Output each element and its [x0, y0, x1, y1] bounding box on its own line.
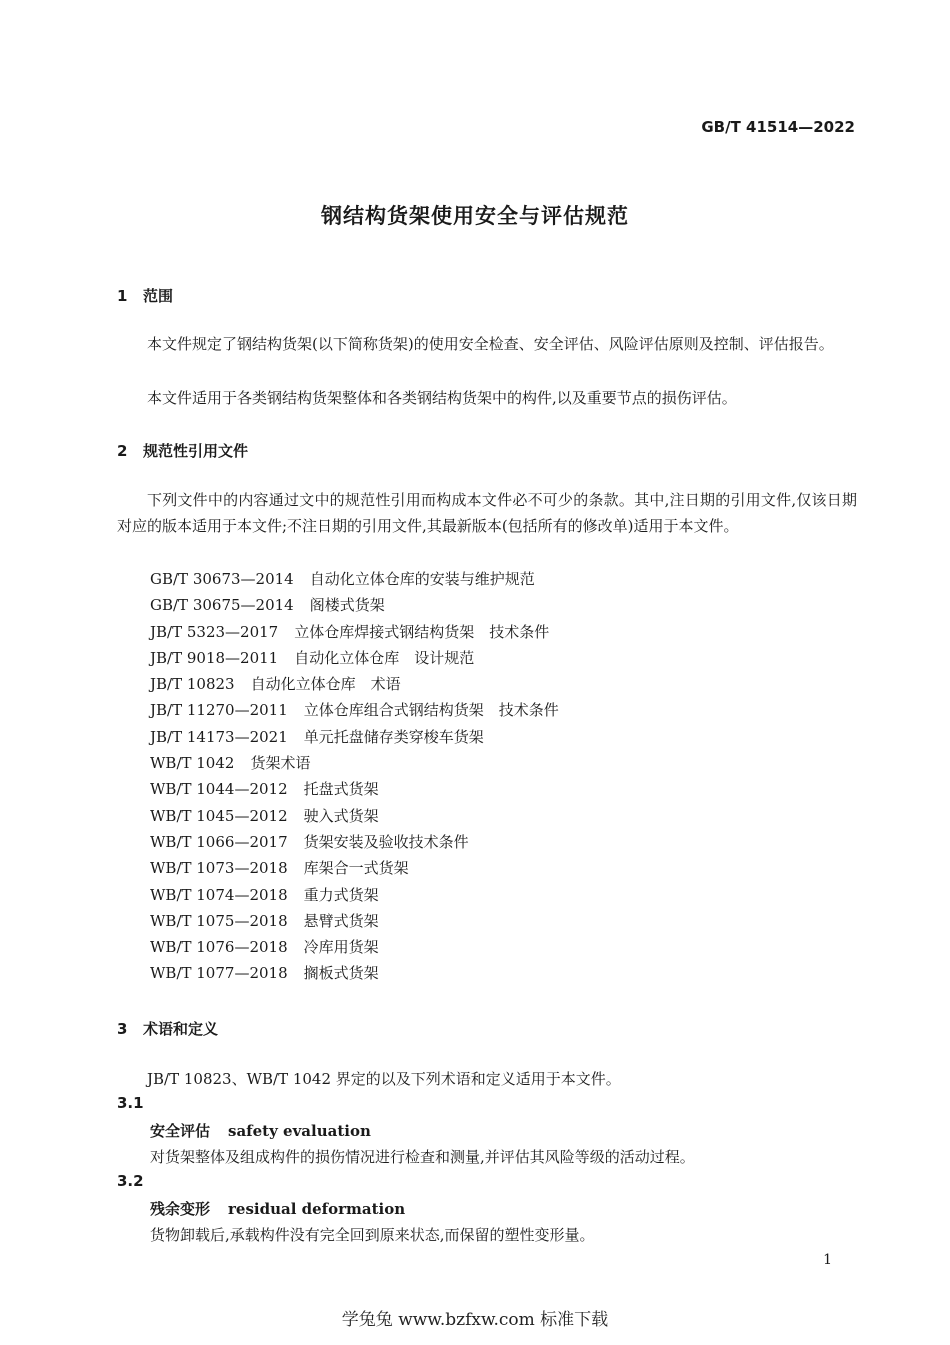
- ref-title: 单元托盘储存类穿梭车货架: [303, 727, 484, 746]
- ref-code: WB/T 1073—2018: [150, 859, 288, 878]
- term-name-zh: 安全评估: [150, 1122, 211, 1140]
- ref-code: JB/T 14173—2021: [150, 727, 288, 746]
- scope-paragraph-2: 本文件适用于各类钢结构货架整体和各类钢结构货架中的构件,以及重要节点的损伤评估。: [147, 389, 737, 407]
- ref-title: 自动化立体仓库 设计规范: [294, 648, 475, 667]
- page-number: 1: [823, 1252, 832, 1268]
- ref-title: 托盘式货架: [303, 780, 379, 799]
- list-item: [150, 592, 559, 618]
- list-item: [150, 908, 559, 934]
- list-item: [150, 803, 559, 829]
- ref-title: 自动化立体仓库的安装与维护规范: [309, 570, 535, 588]
- terms-intro: JB/T 10823、WB/T 1042 界定的以及下列术语和定义适用于本文件。: [147, 1070, 621, 1088]
- ref-title: 库架合一式货架: [303, 859, 409, 878]
- ref-title: 货架安装及验收技术条件: [303, 832, 469, 851]
- ref-code: JB/T 9018—2011: [150, 648, 279, 667]
- scope-paragraph-1: 本文件规定了钢结构货架(以下简称货架)的使用安全检查、安全评估、风险评估原则及控制、评估报告。: [147, 335, 834, 353]
- section-title: 规范性引用文件: [143, 442, 249, 460]
- section-heading-terms: [117, 1018, 218, 1039]
- list-item: [150, 619, 559, 645]
- section-number: 1: [117, 287, 128, 305]
- list-item: [150, 645, 559, 671]
- ref-code: JB/T 10823: [150, 675, 235, 694]
- ref-title: 立体仓库组合式钢结构货架 技术条件: [303, 701, 559, 720]
- ref-code: JB/T 5323—2017: [150, 622, 279, 641]
- standard-number: GB/T 41514—2022: [701, 118, 855, 136]
- section-title: 术语和定义: [143, 1020, 219, 1038]
- list-item: [150, 671, 559, 697]
- normative-refs-intro: 下列文件中的内容通过文中的规范性引用而构成本文件必不可少的条款。其中,注日期的引用文件,仅该日期对应的版本适用于本文件;不注日期的引用文件,其最新版本(包括所有的修改单)适用于本文件。: [117, 491, 857, 535]
- ref-code: WB/T 1044—2012: [150, 780, 288, 799]
- ref-code: WB/T 1075—2018: [150, 911, 288, 930]
- ref-code: WB/T 1076—2018: [150, 938, 288, 957]
- section-heading-scope: [117, 285, 173, 306]
- list-item: [150, 724, 559, 750]
- reference-list: [150, 566, 559, 987]
- list-item: [150, 697, 559, 723]
- term-name-en: safety evaluation: [228, 1122, 371, 1140]
- term-name-zh: 残余变形: [150, 1200, 211, 1218]
- section-title: 范围: [143, 287, 174, 305]
- ref-title: 搁板式货架: [303, 964, 379, 983]
- list-item: [150, 776, 559, 802]
- section-heading-normative-refs: [117, 440, 248, 461]
- list-item: [150, 934, 559, 960]
- footer-watermark: 学兔兔 www.bzfxw.com 标准下载: [341, 1310, 609, 1330]
- ref-code: WB/T 1066—2017: [150, 832, 288, 851]
- ref-code: GB/T 30673—2014: [150, 570, 294, 588]
- ref-code: WB/T 1077—2018: [150, 964, 288, 983]
- ref-title: 货架术语: [250, 754, 311, 773]
- list-item: [150, 566, 559, 592]
- section-number: 2: [117, 442, 128, 460]
- list-item: [150, 829, 559, 855]
- list-item: [150, 750, 559, 776]
- list-item: [150, 960, 559, 986]
- section-number: 3: [117, 1020, 128, 1038]
- term-number: 3.2: [117, 1172, 144, 1190]
- ref-code: GB/T 30675—2014: [150, 596, 294, 615]
- list-item: [150, 882, 559, 908]
- ref-title: 自动化立体仓库 术语: [250, 675, 401, 694]
- term-name: [150, 1120, 371, 1141]
- term-definition: 对货架整体及组成构件的损伤情况进行检查和测量,并评估其风险等级的活动过程。: [150, 1148, 695, 1166]
- term-definition: 货物卸载后,承载构件没有完全回到原来状态,而保留的塑性变形量。: [150, 1226, 595, 1244]
- list-item: [150, 855, 559, 881]
- ref-code: JB/T 11270—2011: [150, 701, 288, 720]
- ref-title: 驶入式货架: [303, 806, 379, 825]
- ref-code: WB/T 1042: [150, 754, 235, 773]
- term-name: [150, 1198, 405, 1219]
- term-name-en: residual deformation: [228, 1200, 406, 1218]
- ref-title: 悬臂式货架: [303, 911, 379, 930]
- document-title: 钢结构货架使用安全与评估规范: [321, 204, 629, 228]
- ref-title: 重力式货架: [303, 885, 379, 904]
- ref-code: WB/T 1045—2012: [150, 806, 288, 825]
- ref-title: 冷库用货架: [303, 938, 379, 957]
- ref-title: 立体仓库焊接式钢结构货架 技术条件: [294, 622, 550, 641]
- ref-title: 阁楼式货架: [309, 596, 385, 615]
- term-number: 3.1: [117, 1094, 144, 1112]
- ref-code: WB/T 1074—2018: [150, 885, 288, 904]
